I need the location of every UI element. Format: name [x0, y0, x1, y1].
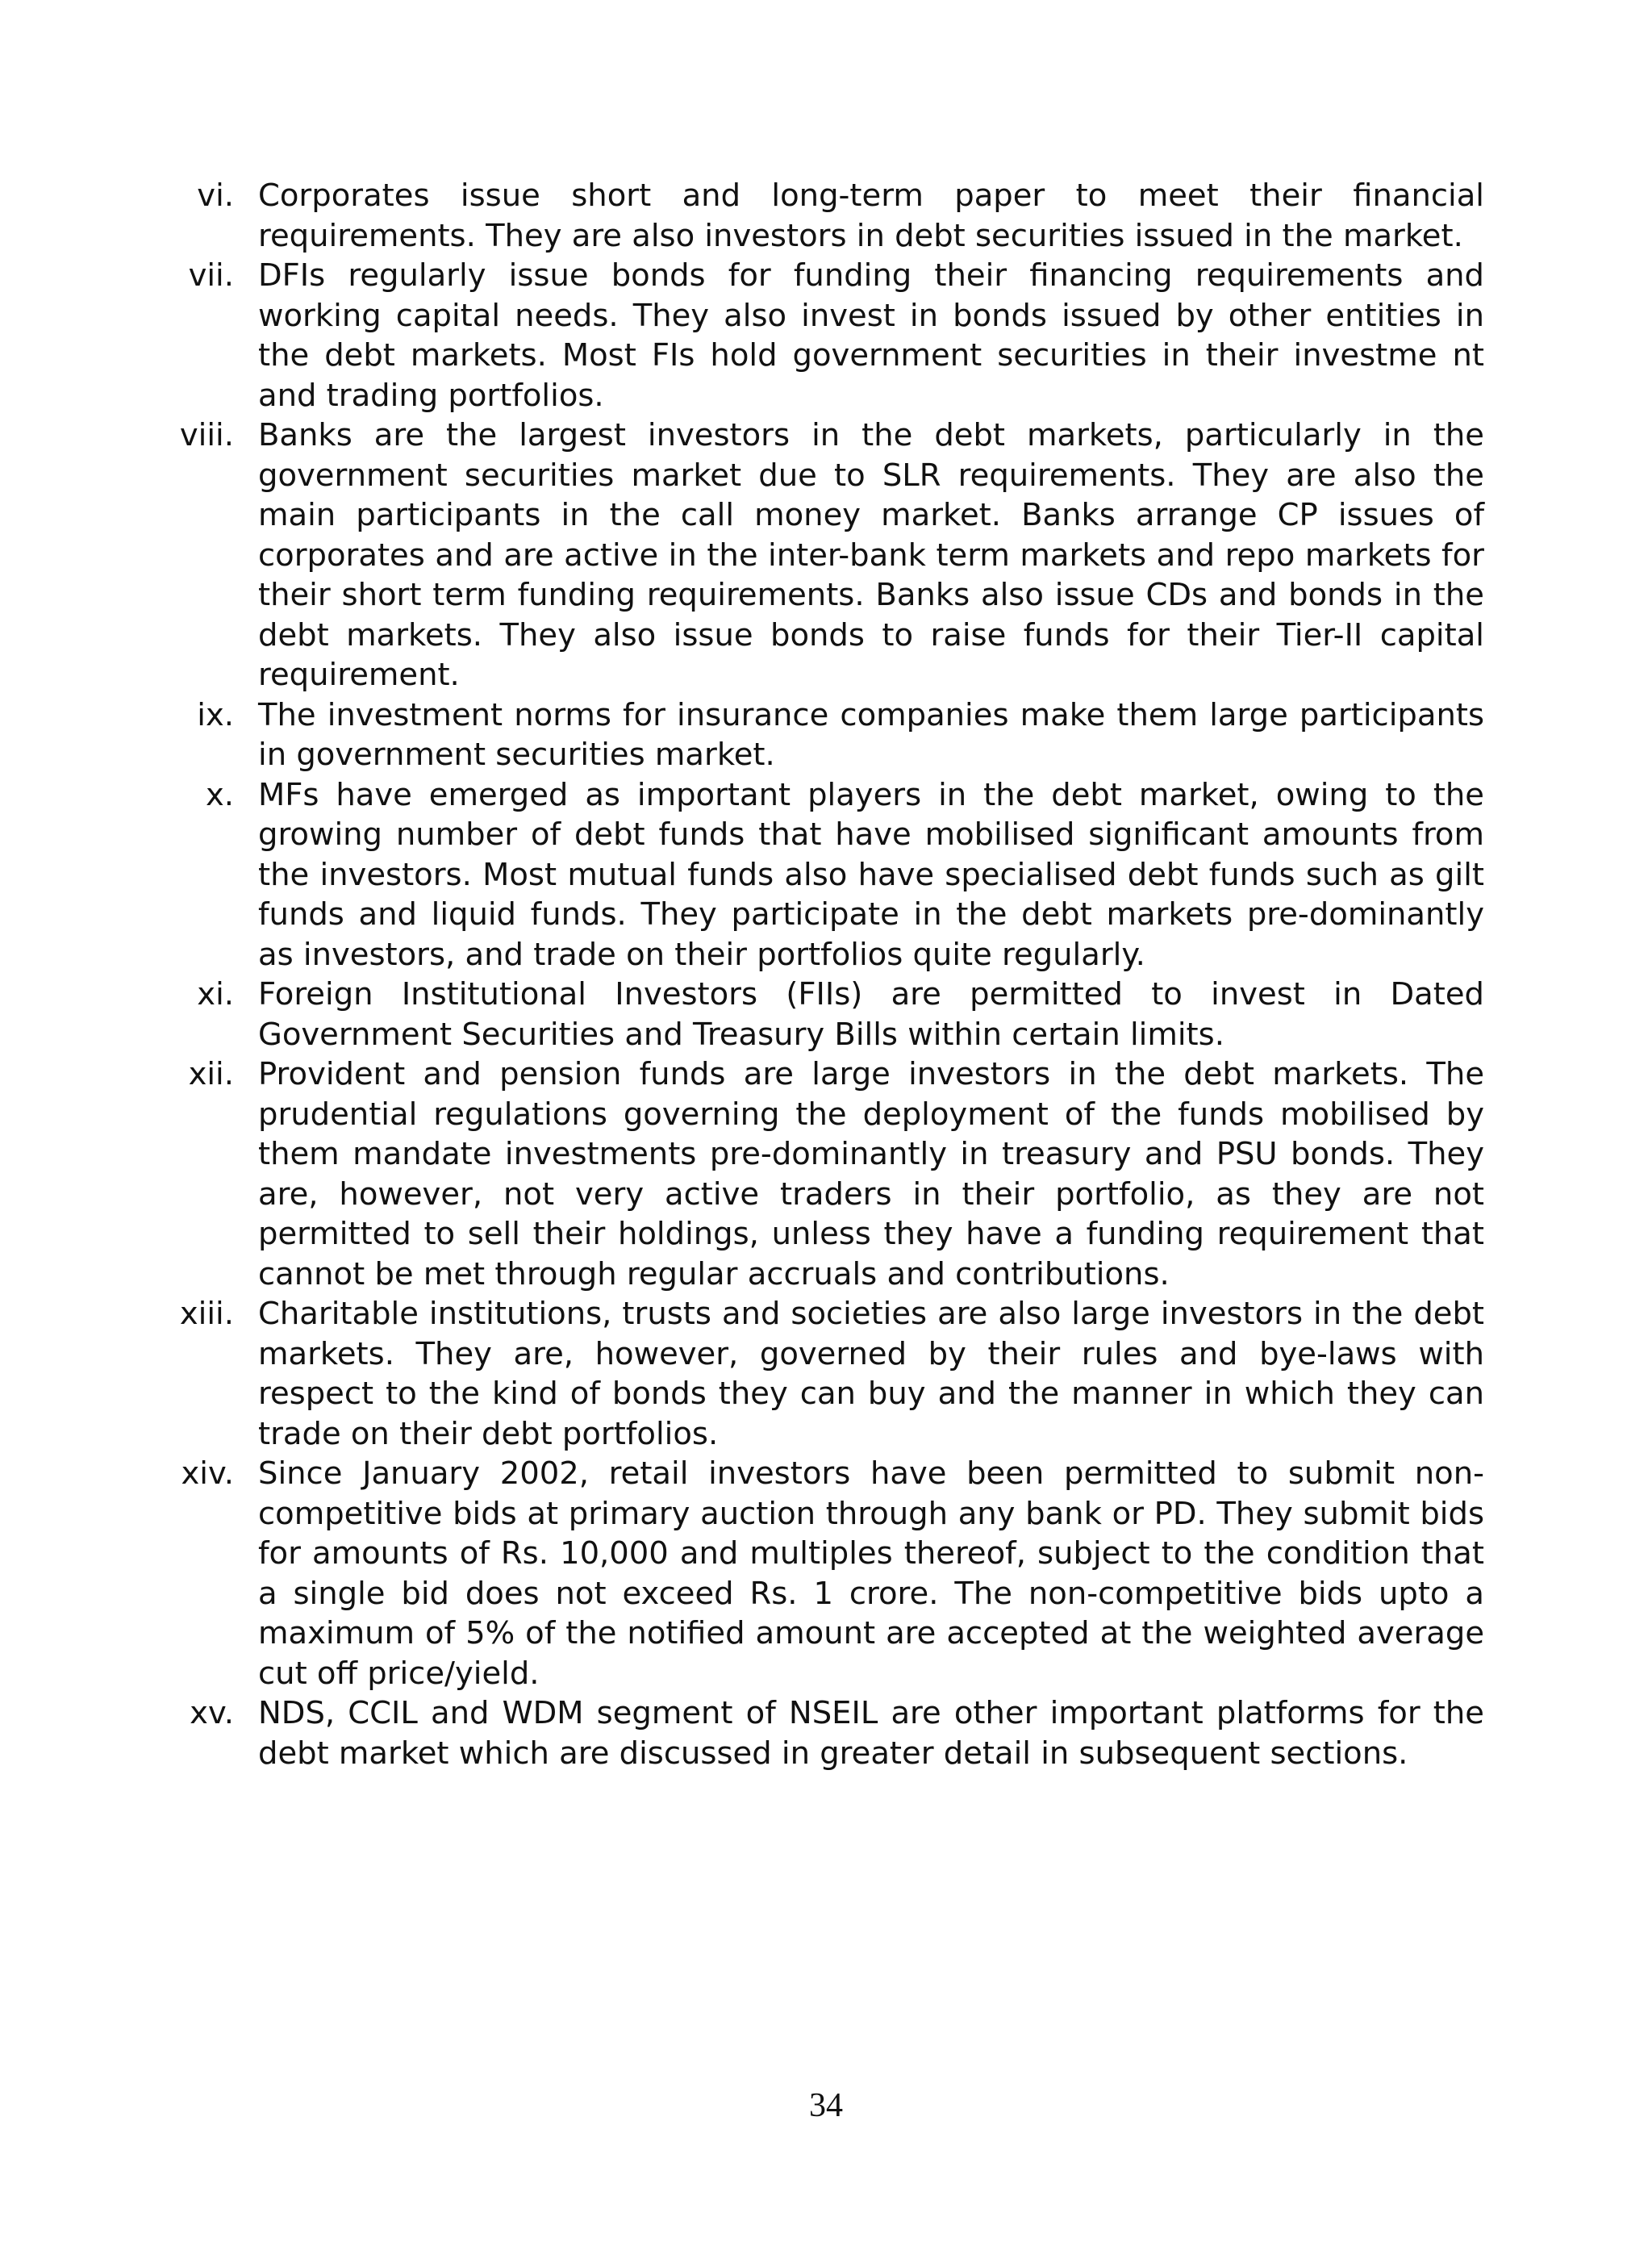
list-item-text: Charitable institutions, trusts and societies are also large investors in the debt markets. They are, however, governed by their rules and bye-laws with respect to the kind of bonds they can buy and the manner in which they can trade on their debt portfolios. [258, 1296, 1484, 1452]
list-numeral: xv. [190, 1695, 234, 1731]
list-numeral: vii. [188, 257, 234, 294]
list-item-text: Banks are the largest investors in the debt markets, particularly in the government securities market due to SLR requirements. They are also the main participants in the call money market. Banks arrange CP issues of corporates and are active in the inter-bank term markets and repo markets for their short term funding requirements. Banks also issue CDs and bonds in the debt markets. They also issue bonds to raise funds for their Tier-II capital requirement. [258, 417, 1484, 693]
list-numeral: x. [205, 776, 234, 813]
list-numeral: viii. [179, 417, 234, 453]
list-item-text: MFs have emerged as important players in the debt market, owing to the growing number of debt funds that have mobilised significant amounts from the investors. Most mutual funds also have specialised debt funds such as gilt funds and liquid funds. They participate in the debt markets pre-dominantly as investors, and trade on their portfolios quite regularly. [258, 776, 1484, 973]
list-item-text: NDS, CCIL and WDM segment of NSEIL are other important platforms for the debt market which are discussed in greater detail in subsequent sections. [258, 1695, 1484, 1772]
list-item-xi [153, 975, 1484, 1054]
list-item-xiii [153, 1294, 1484, 1454]
list-item-x [153, 775, 1484, 975]
list-numeral: vi. [197, 177, 234, 214]
list-item-ix [153, 695, 1484, 775]
list-item-text: Corporates issue short and long-term paper to meet their financial requirements. They are also investors in debt securities issued in the market. [258, 177, 1484, 254]
list-item-text: The investment norms for insurance companies make them large participants in government securities market. [258, 696, 1484, 773]
list-item-text: Provident and pension funds are large investors in the debt markets. The prudential regulations governing the deployment of the funds mobilised by them mandate investments pre-dominantly in treasury and PSU bonds. They are, however, not very active traders in their portfolio, as they are not permitted to sell their holdings, unless they have a funding requirement that cannot be met through regular accruals and contributions. [258, 1056, 1484, 1292]
page-number: 34 [809, 2087, 843, 2124]
list-item-viii [153, 415, 1484, 695]
list-item-vi [153, 176, 1484, 256]
list-item-xv [153, 1693, 1484, 1773]
list-item-xii [153, 1054, 1484, 1294]
list-item-xiv [153, 1454, 1484, 1693]
list-item-text: Foreign Institutional Investors (FIIs) are permitted to invest in Dated Government Securities and Treasury Bills within certain limits. [258, 976, 1484, 1053]
list-numeral: ix. [197, 696, 234, 733]
list-numeral: xi. [197, 976, 234, 1012]
list-numeral: xiv. [181, 1455, 234, 1492]
list-item-text: Since January 2002, retail investors have been permitted to submit non-competitive bids at primary auction through any bank or PD. They submit bids for amounts of Rs. 10,000 and multiples thereof, subject to the condition that a single bid does not exceed Rs. 1 crore. The non-competitive bids upto a maximum of 5% of the notified amount are accepted at the weighted average cut off price/yield. [258, 1455, 1484, 1692]
list-content [153, 176, 1484, 1773]
list-item-vii [153, 256, 1484, 415]
list-numeral: xiii. [179, 1296, 234, 1332]
list-numeral: xii. [188, 1056, 234, 1092]
list-item-text: DFIs regularly issue bonds for funding their financing requirements and working capital needs. They also invest in bonds issued by other entities in the debt markets. Most FIs hold government securities in their investme nt and trading portfolios. [258, 257, 1484, 414]
